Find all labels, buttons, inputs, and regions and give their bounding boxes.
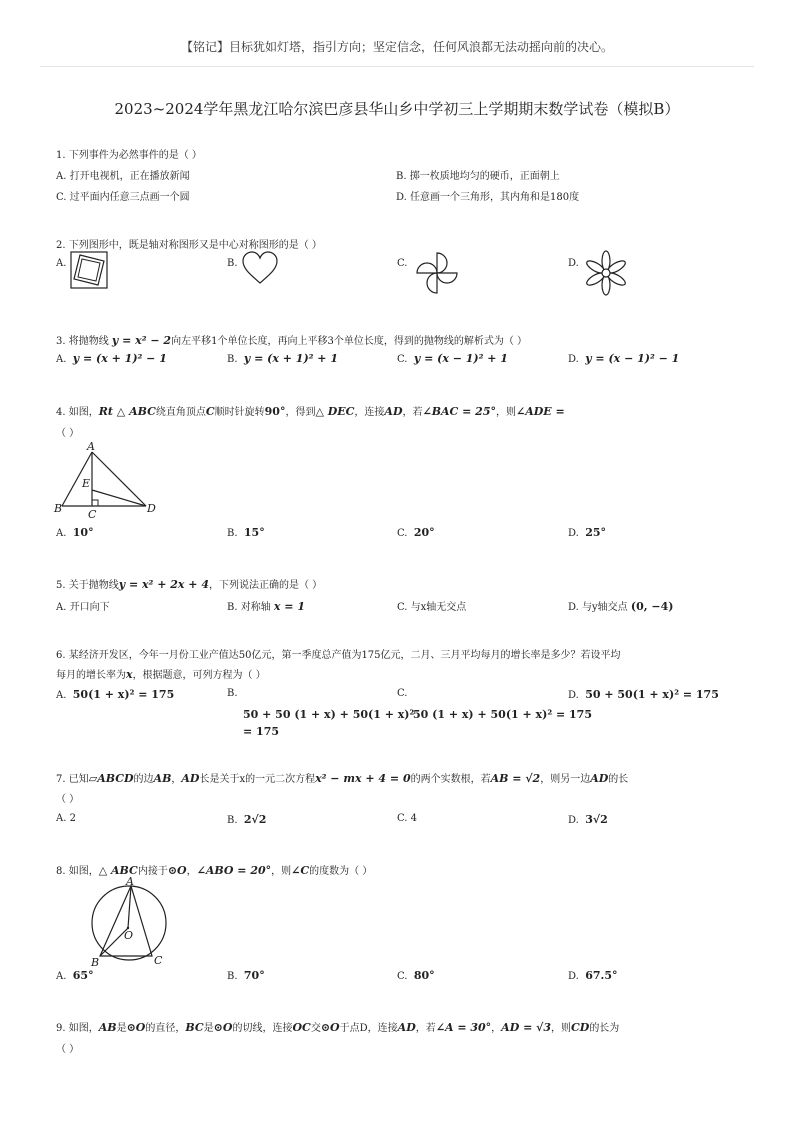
pinwheel-figure-icon — [414, 250, 460, 296]
q8-label-o: O — [124, 929, 134, 942]
q4-label-a: A — [87, 440, 95, 453]
q4-option-d[interactable]: D. 25° — [568, 526, 607, 539]
q4-label-d: D — [147, 502, 156, 515]
q7-option-b[interactable]: B. 2√2 — [227, 813, 267, 826]
q6-option-b-math-1[interactable]: 50 + 50 (1 + x) + 50(1 + x)² — [243, 708, 415, 721]
q3-text-1: 3. 将抛物线 — [56, 336, 112, 347]
q6-option-a[interactable]: A. 50(1 + x)² = 175 — [56, 688, 175, 701]
question-8-stem: 8. 如图，△ ABC内接于⊙O，∠ABO = 20°，则∠C的度数为（ ） — [56, 864, 373, 877]
q8-option-d[interactable]: D. 67.5° — [568, 969, 618, 982]
q8-option-c[interactable]: C. 80° — [397, 969, 435, 982]
q3-text-2: 向左平移1个单位长度，再向上平移3个单位长度，得到的抛物线的解析式为（ ） — [171, 336, 527, 347]
q1-option-d[interactable]: D. 任意画一个三角形，其内角和是180度 — [396, 192, 580, 203]
rotated-square-figure-icon — [70, 251, 108, 289]
q4-option-c[interactable]: C. 20° — [397, 526, 435, 539]
q4-label-e: E — [82, 477, 91, 490]
q8-label-c: C — [154, 954, 163, 967]
q2-option-d[interactable]: D. — [568, 258, 579, 269]
question-7-answer-paren: （ ） — [56, 794, 80, 805]
exam-title: 2023~2024学年黑龙江哈尔滨巴彦县华山乡中学初三上学期期末数学试卷（模拟B） — [114, 100, 680, 118]
q6-option-c-label[interactable]: C. — [397, 688, 408, 699]
q3-option-c[interactable]: C. y = (x − 1)² + 1 — [397, 352, 508, 365]
q8-label-b: B — [91, 956, 100, 969]
q3-option-b[interactable]: B. y = (x + 1)² + 1 — [227, 352, 339, 365]
q5-option-a[interactable]: A. 开口向下 — [56, 602, 110, 613]
q4-label-c: C — [88, 508, 97, 521]
q3-math-1: y = x² − 2 — [111, 334, 172, 347]
q3-option-d[interactable]: D. y = (x − 1)² − 1 — [568, 352, 680, 365]
question-4-answer-paren: （ ） — [56, 428, 80, 439]
q7-option-a[interactable]: A. 2 — [56, 813, 76, 824]
q5-option-b[interactable]: B. 对称轴 x = 1 — [227, 600, 305, 613]
question-5-stem: 5. 关于抛物线y = x² + 2x + 4，下列说法正确的是（ ） — [56, 578, 323, 591]
q6-option-b-label[interactable]: B. — [227, 688, 238, 699]
heart-figure-icon — [241, 251, 279, 285]
q5-option-d[interactable]: D. 与y轴交点 (0, −4) — [568, 600, 674, 613]
q7-option-c[interactable]: C. 4 — [397, 813, 418, 824]
question-9-stem: 9. 如图，AB是⊙O的直径，BC是⊙O的切线，连接OC交⊙O于点D，连接AD，若∠A = 30°，AD = √3，则CD的长为 — [56, 1021, 620, 1034]
header-divider — [40, 66, 754, 67]
q1-option-c[interactable]: C. 过平面内任意三点画一个圆 — [56, 192, 190, 203]
question-1-stem: 1. 下列事件为必然事件的是（ ） — [56, 150, 202, 161]
q4-label-b: B — [54, 502, 63, 515]
question-2-stem: 2. 下列图形中，既是轴对称图形又是中心对称图形的是（ ） — [56, 240, 322, 251]
question-6-line-1: 6. 某经济开发区，今年一月份工业产值达50亿元，第一季度总产值为175亿元，二月、三月平均每月的增长率是多少？若设平均 — [56, 650, 621, 661]
q8-option-a[interactable]: A. 65° — [56, 969, 94, 982]
six-petal-flower-figure-icon — [584, 250, 628, 296]
q6-option-d[interactable]: D. 50 + 50(1 + x)² = 175 — [568, 688, 719, 701]
question-3-stem — [56, 332, 527, 347]
q1-option-b[interactable]: B. 掷一枚质地均匀的硬币，正面朝上 — [396, 171, 560, 182]
q6-option-b-math-2[interactable]: = 175 — [243, 725, 280, 738]
q4-option-b[interactable]: B. 15° — [227, 526, 265, 539]
question-9-answer-paren: （ ） — [56, 1044, 80, 1055]
q1-option-a[interactable]: A. 打开电视机，正在播放新闻 — [56, 171, 190, 182]
q2-option-b[interactable]: B. — [227, 258, 238, 269]
motto: 【铭记】目标犹如灯塔，指引方向；坚定信念，任何风浪都无法动摇向前的决心。 — [180, 40, 613, 54]
q8-option-b[interactable]: B. 70° — [227, 969, 265, 982]
q6-option-c-math[interactable]: 50 (1 + x) + 50(1 + x)² = 175 — [413, 708, 592, 721]
question-6-line-2: 每月的增长率为x，根据题意，可列方程为（ ） — [56, 668, 266, 681]
question-4-stem: 4. 如图，Rt △ ABC绕直角顶点C顺时针旋转90°，得到△ DEC，连接AD，若∠BAC = 25°，则∠ADE = — [56, 405, 565, 418]
q2-option-c[interactable]: C. — [397, 258, 408, 269]
q4-option-a[interactable]: A. 10° — [56, 526, 94, 539]
q7-option-d[interactable]: D. 3√2 — [568, 813, 608, 826]
q8-label-a: A — [126, 875, 134, 888]
q3-option-a[interactable]: A. y = (x + 1)² − 1 — [56, 352, 167, 365]
q8-inscribed-triangle-figure — [86, 876, 176, 968]
q2-option-a[interactable]: A. — [56, 258, 67, 269]
q5-option-c[interactable]: C. 与x轴无交点 — [397, 602, 467, 613]
q4-triangle-figure — [54, 440, 164, 521]
question-7-stem: 7. 已知▱ABCD的边AB，AD长是关于x的一元二次方程x² − mx + 4 = 0的两个实数根，若AB = √2，则另一边AD的长 — [56, 772, 629, 785]
